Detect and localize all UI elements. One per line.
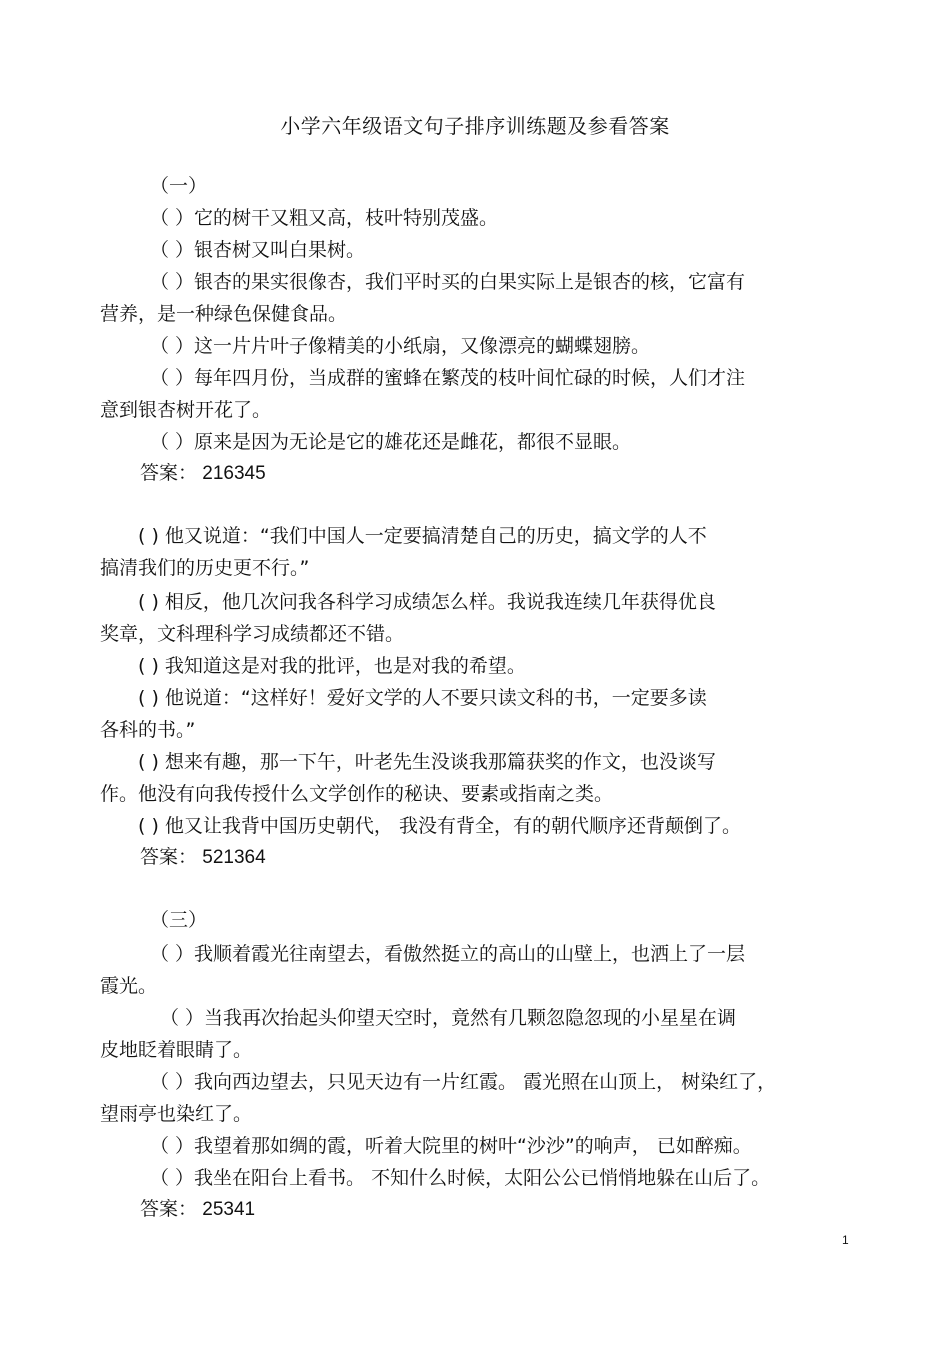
- answer-line: 答案： 25341: [140, 1199, 256, 1220]
- sentence-line: （ ）银杏的果实很像杏，我们平时买的白果实际上是银杏的核，它富有: [150, 271, 746, 293]
- sentence-line: （ ）我顺着霞光往南望去，看傲然挺立的高山的山壁上，也洒上了一层: [150, 943, 746, 965]
- sentence-line: （ ）这一片片叶子像精美的小纸扇，又像漂亮的蝴蝶翅膀。: [150, 335, 651, 357]
- page-number: 1: [842, 1233, 849, 1247]
- sentence-line: （ ）每年四月份，当成群的蜜蜂在繁茂的枝叶间忙碌的时候，人们才注: [150, 367, 746, 389]
- sentence-line: 意到银杏树开花了。: [100, 399, 272, 421]
- sentence-line: ( ) 他说道：“这样好！爱好文学的人不要只读文科的书，一定要多读: [138, 687, 707, 709]
- sentence-line: ( ) 他又让我背中国历史朝代， 我没有背全，有的朝代顺序还背颠倒了。: [138, 815, 741, 837]
- sentence-line: （ ）我向西边望去，只见天边有一片红霞。 霞光照在山顶上， 树染红了，: [150, 1071, 777, 1093]
- sentence-line: 作。他没有向我传授什么文学创作的秘诀、要素或指南之类。: [100, 783, 614, 805]
- section-heading: （一）: [150, 175, 208, 197]
- sentence-line: （ ）当我再次抬起头仰望天空时，竟然有几颗忽隐忽现的小星星在调: [160, 1007, 737, 1029]
- answer-line: 答案： 216345: [140, 463, 266, 484]
- page-title: 小学六年级语文句子排序训练题及参看答案: [280, 114, 670, 138]
- sentence-line: （ ）原来是因为无论是它的雄花还是雌花，都很不显眼。: [150, 431, 632, 453]
- sentence-line: 霞光。: [100, 975, 158, 997]
- sentence-line: 营养，是一种绿色保健食品。: [100, 303, 348, 325]
- sentence-line: 皮地眨着眼睛了。: [100, 1039, 253, 1061]
- sentence-line: ( ) 相反，他几次问我各科学习成绩怎么样。我说我连续几年获得优良: [138, 591, 716, 613]
- sentence-line: ( ) 他又说道：“我们中国人一定要搞清楚自己的历史，搞文学的人不: [138, 525, 707, 547]
- sentence-line: （ ）我望着那如绸的霞，听着大院里的树叶“沙沙”的响声， 已如醉痴。: [150, 1135, 752, 1157]
- sentence-line: ( ) 我知道这是对我的批评，也是对我的希望。: [138, 655, 526, 677]
- sentence-line: 奖章，文科理科学习成绩都还不错。: [100, 623, 405, 645]
- sentence-line: （ ）银杏树又叫白果树。: [150, 239, 366, 261]
- sentence-line: 搞清我们的历史更不行。”: [100, 557, 310, 579]
- sentence-line: 各科的书。”: [100, 719, 196, 741]
- sentence-line: ( ) 想来有趣，那一下午，叶老先生没谈我那篇获奖的作文，也没谈写: [138, 751, 716, 773]
- answer-line: 答案： 521364: [140, 847, 266, 868]
- sentence-line: （ ）它的树干又粗又高，枝叶特别茂盛。: [150, 207, 499, 229]
- section-heading: （三）: [150, 909, 208, 931]
- sentence-line: 望雨亭也染红了。: [100, 1103, 253, 1125]
- sentence-line: （ ）我坐在阳台上看书。 不知什么时候，太阳公公已悄悄地躲在山后了。: [150, 1167, 771, 1189]
